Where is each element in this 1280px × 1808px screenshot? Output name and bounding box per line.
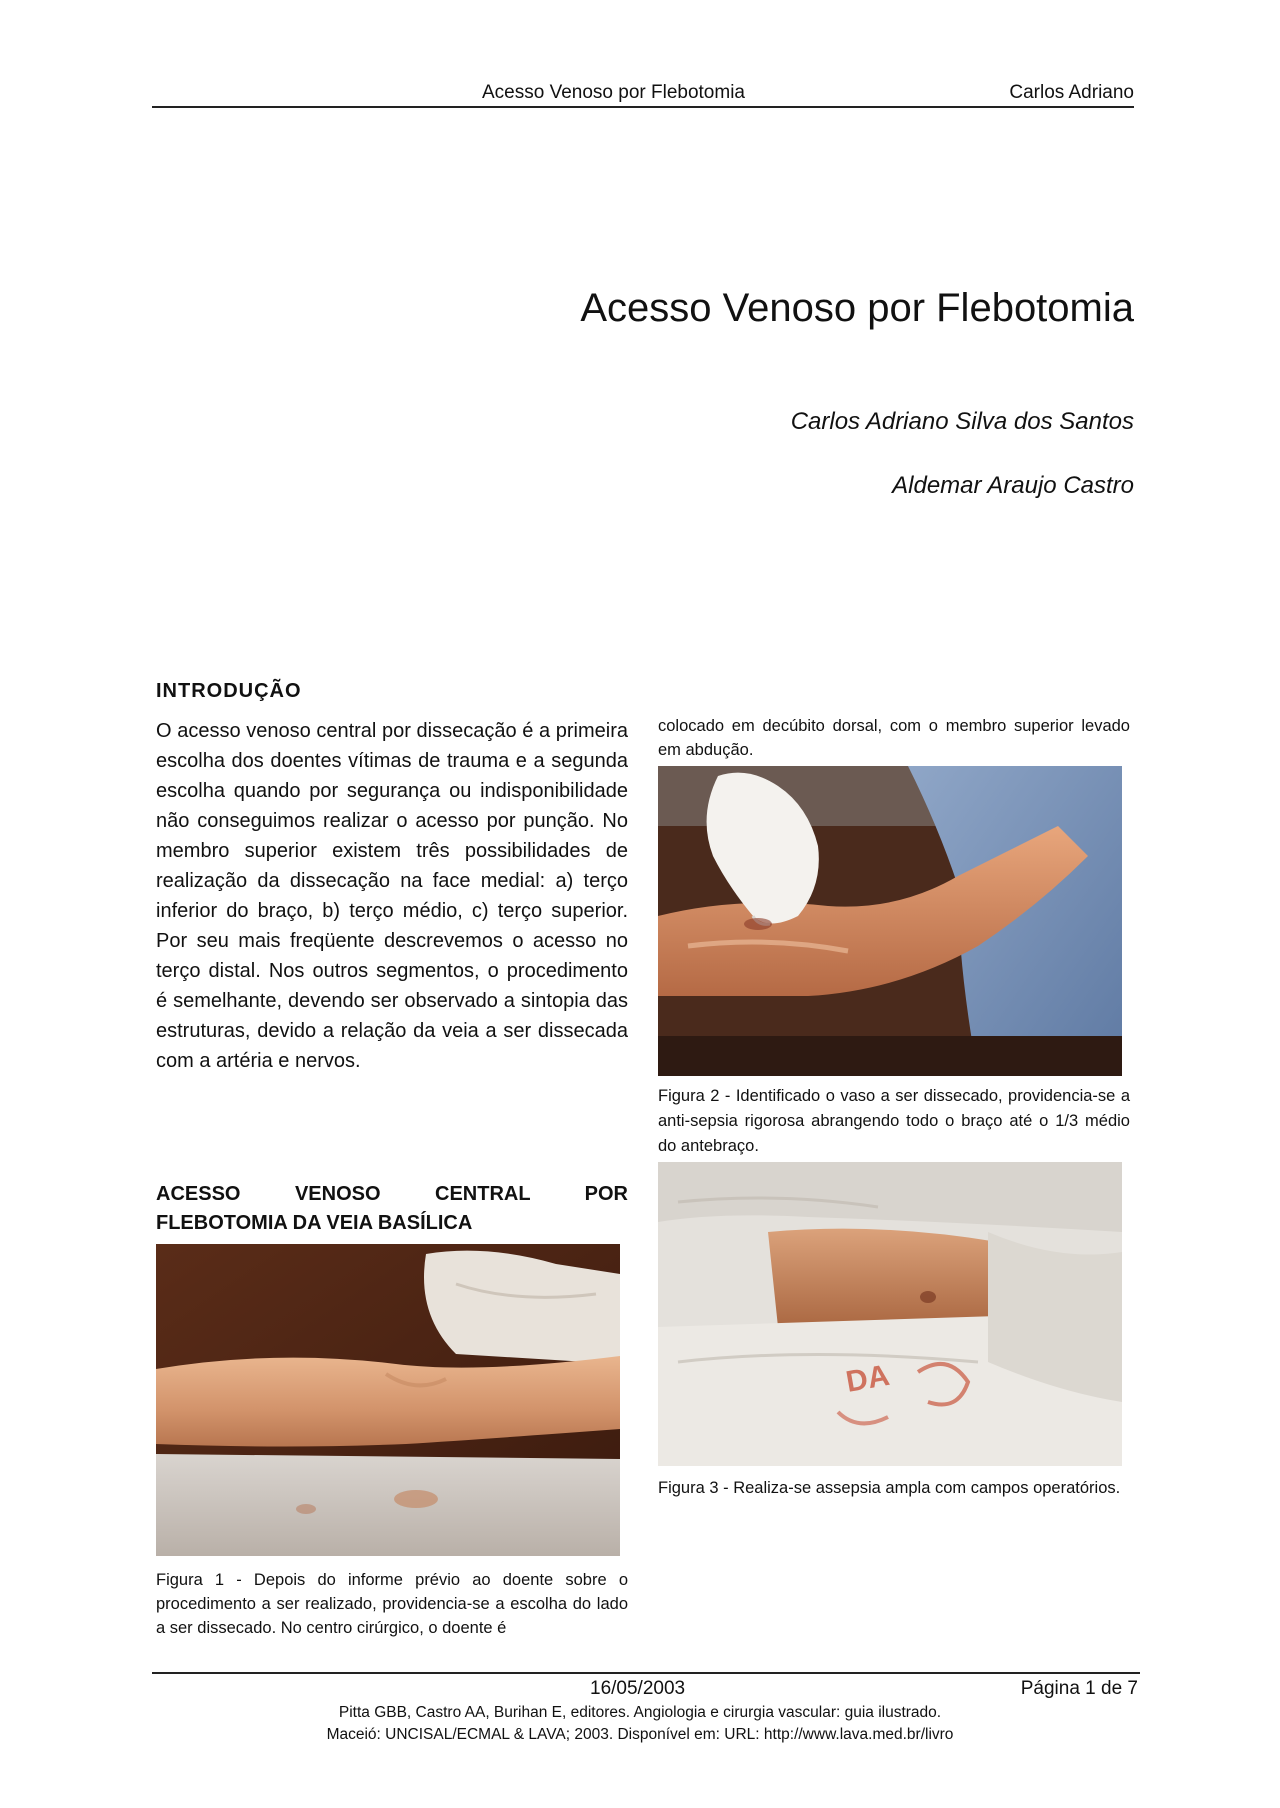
- document-title: Acesso Venoso por Flebotomia: [580, 286, 1134, 330]
- footer-reference: Maceió: UNCISAL/ECMAL & LAVA; 2003. Disponível em: URL: http://www.lava.med.br/livro: [326, 1726, 954, 1743]
- figure-1-photo: [156, 1244, 620, 1556]
- figure-3-cloth-text: DA: [843, 1358, 892, 1399]
- figure-3-caption: Figura 3 - Realiza-se assepsia ampla com campos operatórios.: [658, 1479, 1121, 1497]
- figure-1-illustration: [156, 1244, 620, 1556]
- running-header: [152, 78, 1134, 108]
- running-author: Carlos Adriano: [1009, 82, 1134, 103]
- author-name: Aldemar Araujo Castro: [892, 472, 1134, 499]
- intro-paragraph: O acesso venoso central por dissecação é a primeira escolha dos doentes vítimas de trauma e a segunda escolha quando por segurança ou indisponibilidade não conseguimos realizar o acesso por punção. No membro superior existem três possibilidades de realização da dissecação na face medial: a) terço inferior do braço, b) terço médio, c) terço superior. Por seu mais freqüente descrevemos o acesso no terço distal. Nos outros segmentos, o procedimento é semelhante, devendo ser observado a sintopia das estruturas, devido a relação da veia a ser dissecada com a artéria e nervos.: [156, 720, 628, 1072]
- figure-3-illustration: [658, 1162, 1122, 1466]
- footer-page-number: Página 1 de 7: [1020, 1678, 1138, 1699]
- footer-rule: [152, 1672, 1140, 1674]
- footer-date: 16/05/2003: [590, 1678, 686, 1699]
- figure-1-caption-continuation: colocado em decúbito dorsal, com o membro superior levado em abdução.: [658, 717, 1130, 759]
- figure-2-illustration: [658, 766, 1122, 1076]
- figure-2-caption: Figura 2 - Identificado o vaso a ser dissecado, providencia-se a anti-sepsia rigorosa abrangendo todo o braço até o 1/3 médio do antebraço.: [658, 1087, 1130, 1155]
- author-name: Carlos Adriano Silva dos Santos: [790, 408, 1134, 435]
- section-heading-line: FLEBOTOMIA DA VEIA BASÍLICA: [156, 1212, 473, 1234]
- footer-reference: Pitta GBB, Castro AA, Burihan E, editores. Angiologia e cirurgia vascular: guia ilustrado.: [338, 1704, 942, 1721]
- figure-3-photo: [658, 1162, 1122, 1466]
- section-heading-line: ACESSO VENOSO CENTRAL POR: [156, 1183, 628, 1205]
- figure-1-caption: Figura 1 - Depois do informe prévio ao doente sobre o procedimento a ser realizado, providencia-se a escolha do lado a ser dissecado. No centro cirúrgico, o doente é: [156, 1571, 628, 1637]
- intro-heading: INTRODUÇÃO: [156, 680, 302, 702]
- figure-2-photo: [658, 766, 1122, 1076]
- section-heading: [156, 1180, 628, 1238]
- running-title: Acesso Venoso por Flebotomia: [482, 82, 745, 103]
